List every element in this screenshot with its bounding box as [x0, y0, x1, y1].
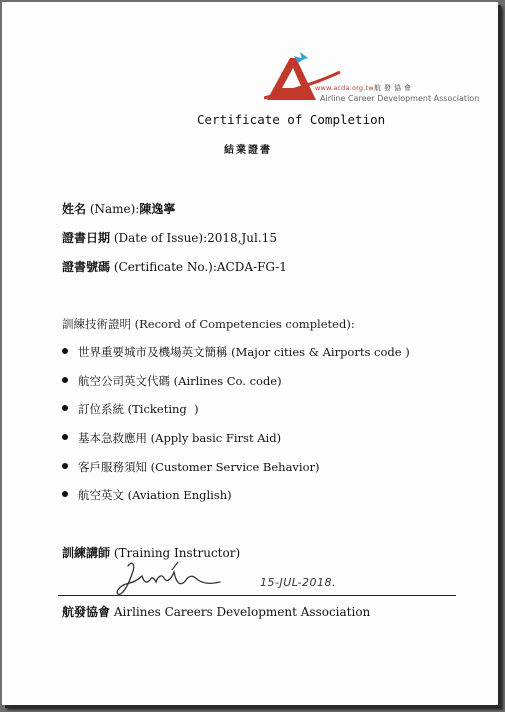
association-name-zh: 航發協會 [62, 605, 111, 619]
cert-no-label-zh: 證書號碼 [62, 260, 111, 274]
instructor-label-en: (Training Instructor) [113, 546, 241, 560]
competency-text: 訂位系統 (Ticketing ) [78, 402, 199, 416]
certificate-title: Certificate of Completion [197, 112, 386, 127]
signature-line [58, 595, 456, 596]
association-name-en: Airlines Careers Development Association [113, 605, 371, 619]
logo-url: www.acda.org.tw [315, 84, 374, 92]
signature-date: 15-JUL-2018. [260, 576, 336, 589]
list-item [62, 487, 232, 503]
bullet-icon [62, 405, 68, 411]
list-item [62, 430, 281, 446]
cert-no-value: ACDA-FG-1 [216, 260, 287, 274]
name-label-zh: 姓名 [62, 202, 87, 216]
instructor-signature [114, 558, 234, 600]
bullet-icon [62, 434, 68, 440]
issue-label-en: (Date of Issue): [113, 231, 208, 245]
list-item [62, 344, 410, 360]
name-field [62, 200, 175, 217]
competency-text: 基本急救應用 (Apply basic First Aid) [78, 431, 282, 445]
bullet-icon [62, 348, 68, 354]
bullet-icon [62, 491, 68, 497]
logo-name-en: Airline Career Development Association [320, 94, 480, 103]
competency-text: 世界重要城市及機場英文簡稱 (Major cities & Airports code ) [78, 345, 410, 359]
certificate-no-field [62, 258, 287, 275]
bullet-icon [62, 377, 68, 383]
certificate-page [2, 2, 498, 705]
list-item [62, 459, 320, 475]
issue-label-zh: 證書日期 [62, 231, 111, 245]
association-name [62, 603, 370, 620]
issue-date-field [62, 229, 277, 246]
list-item [62, 401, 199, 417]
name-value: 陳逸寧 [139, 202, 176, 216]
competency-text: 航空英文 (Aviation English) [78, 488, 232, 502]
competency-text: 航空公司英文代碼 (Airlines Co. code) [78, 374, 282, 388]
record-heading: 訓練技術證明 (Record of Competencies completed): [62, 317, 355, 331]
certificate-title-zh: 結業證書 [224, 145, 272, 156]
competency-text: 客戶服務須知 (Customer Service Behavior) [78, 460, 320, 474]
name-label-en: (Name): [89, 202, 140, 216]
bullet-icon [62, 463, 68, 469]
logo-name-zh: 航發協會 [374, 84, 414, 92]
list-item [62, 373, 282, 389]
issue-value: 2018,Jul.15 [207, 231, 277, 245]
instructor-label-zh: 訓練講師 [62, 546, 111, 560]
cert-no-label-en: (Certificate No.): [113, 260, 217, 274]
